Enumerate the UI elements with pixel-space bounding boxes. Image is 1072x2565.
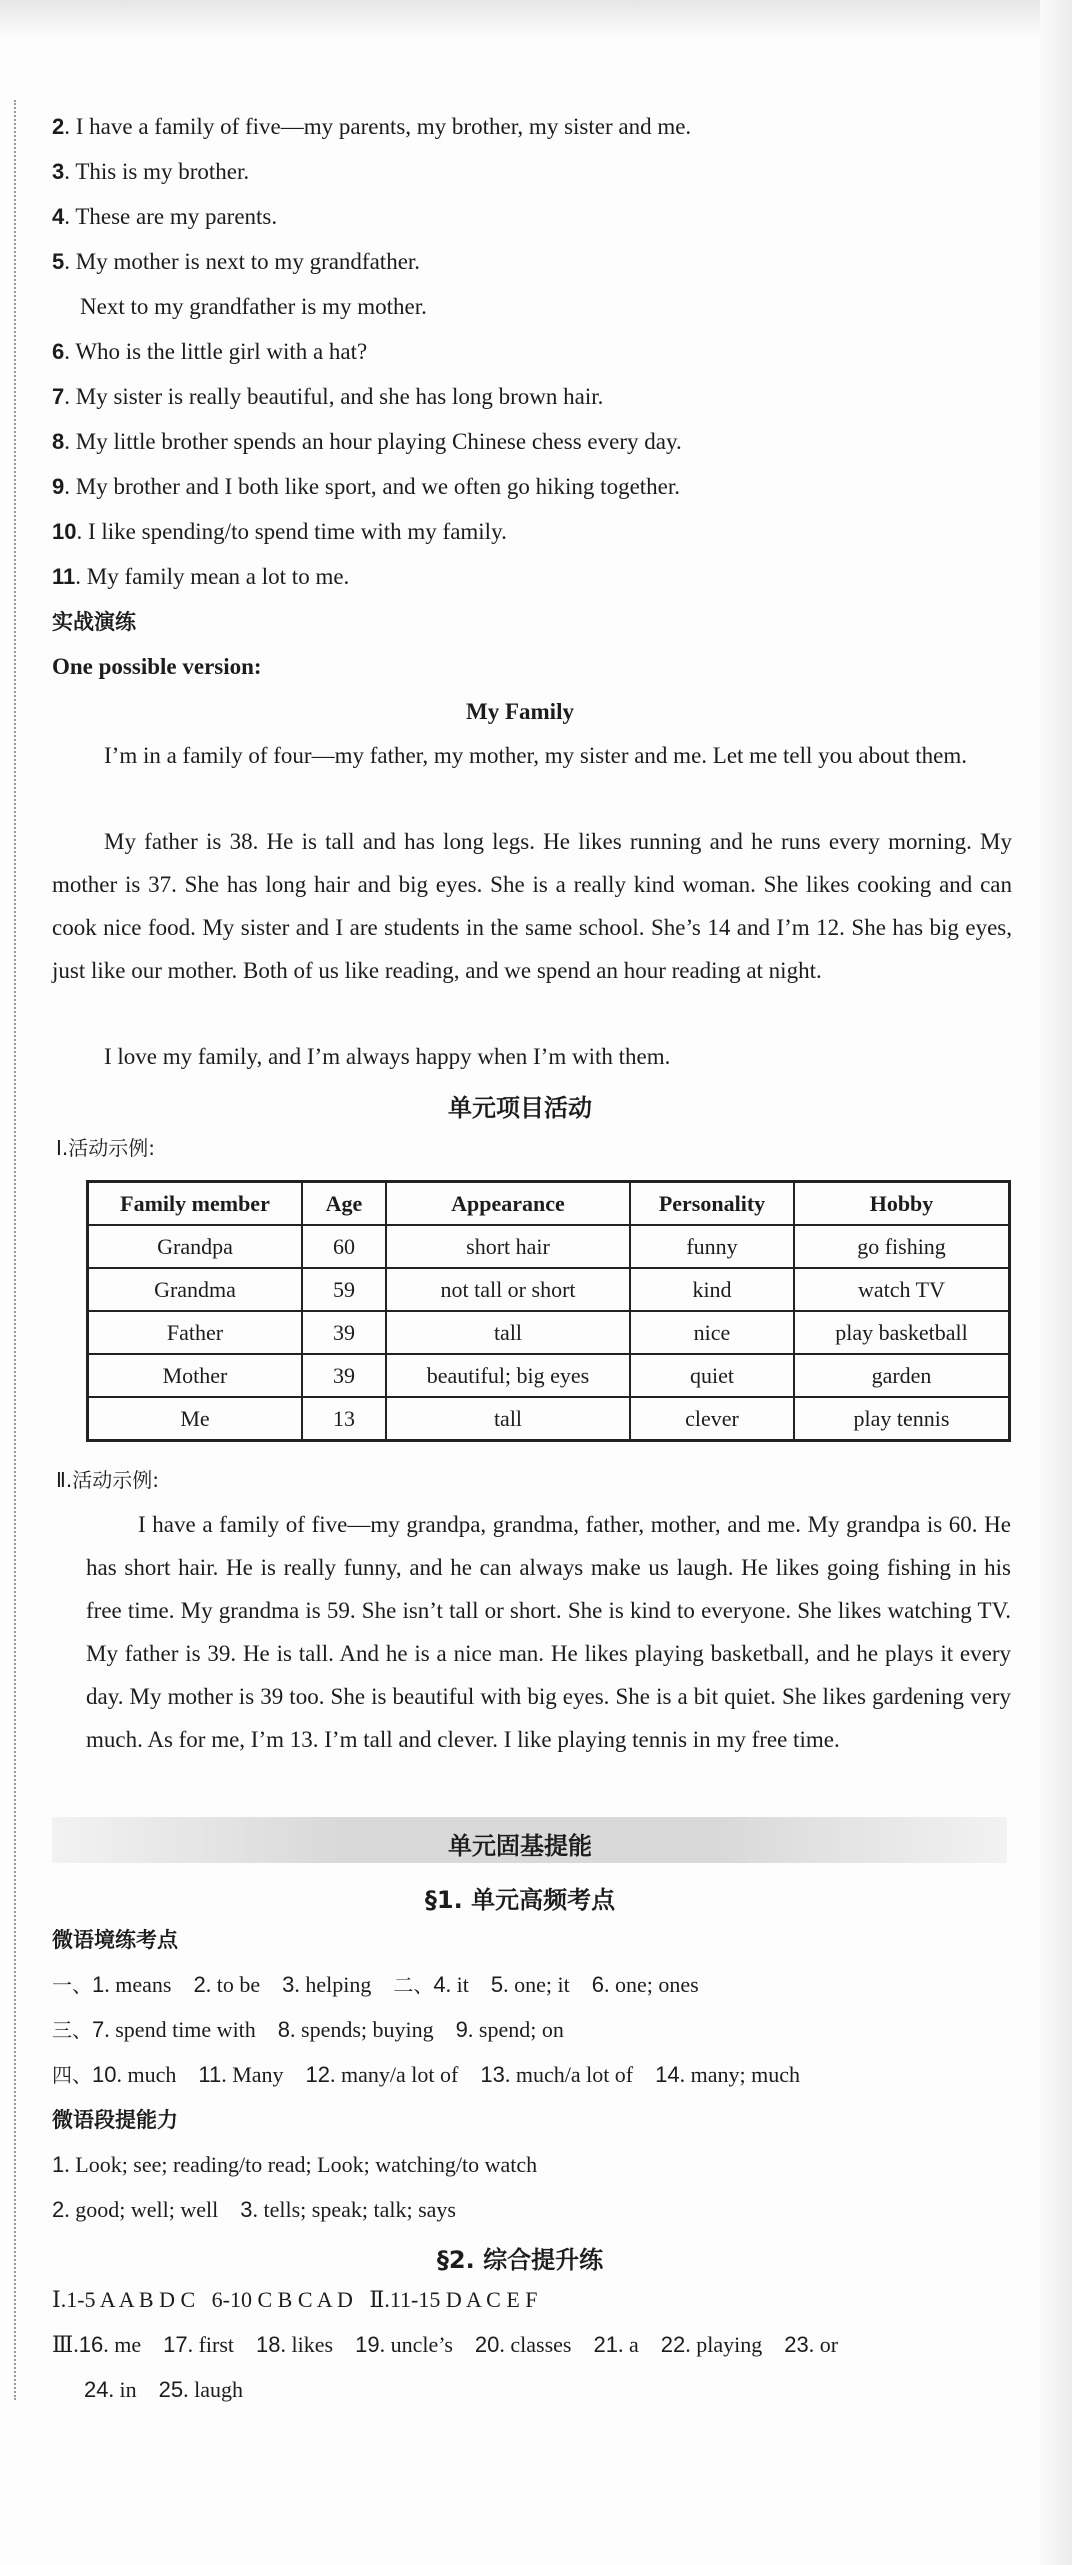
table-cell: Father [88, 1311, 303, 1354]
col-header: Appearance [386, 1182, 630, 1226]
sentence-5-alt: Next to my grandfather is my mother. [80, 294, 427, 319]
table-cell: kind [630, 1268, 794, 1311]
table-cell: 60 [302, 1225, 386, 1268]
table-cell: quiet [630, 1354, 794, 1397]
part1-label: Ⅰ.活动示例: [56, 1136, 155, 1160]
table-header-row [88, 1182, 1010, 1226]
table-cell: play basketball [794, 1311, 1010, 1354]
table-cell: 59 [302, 1268, 386, 1311]
answer-row-1: 一、1. means 2. to be 3. helping 二、4. it 5. one; it 6. one; ones [52, 1972, 699, 1997]
table-cell: Me [88, 1397, 303, 1441]
table-cell: short hair [386, 1225, 630, 1268]
essay-paragraph-3: I love my family, and I’m always happy when I’m with them. [104, 1044, 671, 1069]
essay-paragraph-2: My father is 38. He is tall and has long legs. He likes running and he runs every morning. My mother is 37. She has long hair and big eyes. She is a really kind woman. She likes cooking and can cook nice food. My sister and I are students in the same school. She’s 14 and I’m 12. She has big eyes, just like our mother. Both of us like reading, and we spend an hour reading at night. [52, 829, 1012, 983]
s2-title: §2. 综合提升练 [436, 2246, 604, 2274]
answer-row-7: Ⅲ.16. me 17. first 18. likes 19. uncle’s 20. classes 21. a 22. playing 23. or [52, 2332, 839, 2357]
sentence-4: 4. These are my parents. [52, 204, 278, 229]
table-cell: Mother [88, 1354, 303, 1397]
table-row [88, 1354, 1010, 1397]
table-cell: beautiful; big eyes [386, 1354, 630, 1397]
answer-row-8: 24. in 25. laugh [84, 2377, 243, 2402]
consolidation-title: 单元固基提能 [448, 1832, 592, 1860]
col-header: Personality [630, 1182, 794, 1226]
table-cell: garden [794, 1354, 1010, 1397]
sub2-heading: 微语段提能力 [52, 2108, 178, 2132]
table-cell: 13 [302, 1397, 386, 1441]
table-row [88, 1397, 1010, 1441]
table-cell: 39 [302, 1354, 386, 1397]
sentence-7: 7. My sister is really beautiful, and she has long brown hair. [52, 384, 604, 409]
table-cell: clever [630, 1397, 794, 1441]
table-cell: not tall or short [386, 1268, 630, 1311]
family-table [86, 1180, 1011, 1442]
answer-row-6: Ⅰ.1-5 A A B D C 6-10 C B C A D Ⅱ.11-15 D A C E F [52, 2287, 538, 2312]
sub1-heading: 微语境练考点 [52, 1928, 178, 1952]
table-cell: nice [630, 1311, 794, 1354]
col-header: Family member [88, 1182, 303, 1226]
table-cell: play tennis [794, 1397, 1010, 1441]
top-shadow [0, 0, 1072, 40]
col-header: Age [302, 1182, 386, 1226]
table-cell: funny [630, 1225, 794, 1268]
s1-title: §1. 单元高频考点 [424, 1886, 616, 1914]
answer-row-2: 三、7. spend time with 8. spends; buying 9. spend; on [52, 2017, 564, 2042]
part2-paragraph: I have a family of five—my grandpa, grandma, father, mother, and me. My grandpa is 60. He has short hair. He is really funny, and he can always make us laugh. He likes going fishing in his free time. My grandma is 59. She isn’t tall or short. She is kind to everyone. She likes watching TV. My father is 39. He is tall. And he is a nice man. He likes playing basketball, and he plays it every day. My mother is 39 too. She is beautiful with big eyes. She is a bit quiet. She likes gardening very much. As for me, I’m 13. I’m tall and clever. I like playing tennis in my free time. [86, 1512, 1011, 1752]
table-row [88, 1311, 1010, 1354]
essay-paragraph-1: I’m in a family of four—my father, my mother, my sister and me. Let me tell you about them. [104, 743, 967, 768]
table-row [88, 1268, 1010, 1311]
table-cell: tall [386, 1311, 630, 1354]
part2-label: Ⅱ.活动示例: [56, 1468, 159, 1492]
answer-row-5: 2. good; well; well 3. tells; speak; talk; says [52, 2197, 456, 2222]
sentence-2: 2. I have a family of five—my parents, my brother, my sister and me. [52, 114, 692, 139]
binding-dotted-line [14, 100, 16, 2400]
table-cell: Grandma [88, 1268, 303, 1311]
sentence-8: 8. My little brother spends an hour playing Chinese chess every day. [52, 429, 682, 454]
table-cell: go fishing [794, 1225, 1010, 1268]
sentence-6: 6. Who is the little girl with a hat? [52, 339, 368, 364]
table-cell: tall [386, 1397, 630, 1441]
sentence-3: 3. This is my brother. [52, 159, 250, 184]
table-cell: 39 [302, 1311, 386, 1354]
version-label: One possible version: [52, 654, 262, 679]
table-cell: watch TV [794, 1268, 1010, 1311]
page-edge [1040, 0, 1072, 2565]
project-title: 单元项目活动 [448, 1094, 592, 1122]
sentence-5: 5. My mother is next to my grandfather. [52, 249, 421, 274]
essay-title: My Family [466, 699, 574, 724]
answer-row-4: 1. Look; see; reading/to read; Look; watching/to watch [52, 2152, 538, 2177]
col-header: Hobby [794, 1182, 1010, 1226]
sentence-9: 9. My brother and I both like sport, and we often go hiking together. [52, 474, 681, 499]
table-row [88, 1225, 1010, 1268]
table-cell: Grandpa [88, 1225, 303, 1268]
answer-row-3: 四、10. much 11. Many 12. many/a lot of 13. much/a lot of 14. many; much [52, 2062, 800, 2087]
sentence-10: 10. I like spending/to spend time with my family. [52, 519, 507, 544]
practice-heading: 实战演练 [52, 610, 136, 634]
sentence-11: 11. My family mean a lot to me. [52, 564, 350, 589]
